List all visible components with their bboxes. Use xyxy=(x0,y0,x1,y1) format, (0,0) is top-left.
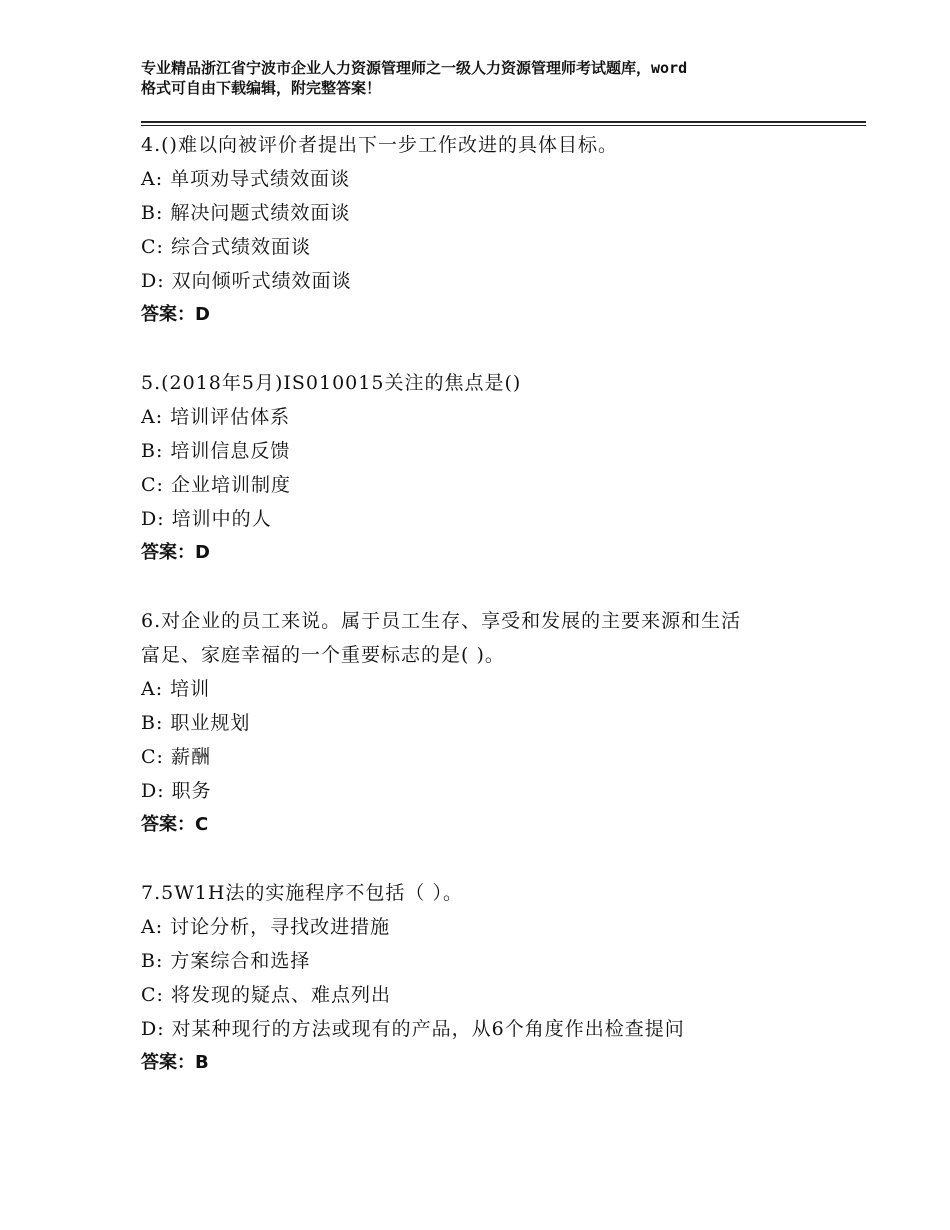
option-b: B: 培训信息反馈 xyxy=(141,440,291,462)
answer-label: 答案：C xyxy=(141,814,209,835)
header-divider-thick xyxy=(141,121,866,123)
question-stem-line-2: 富足、家庭幸福的一个重要标志的是( )。 xyxy=(141,644,505,666)
option-b: B: 职业规划 xyxy=(141,712,251,734)
option-b: B: 解决问题式绩效面谈 xyxy=(141,202,351,224)
answer-label: 答案：D xyxy=(141,304,210,325)
question-stem: 7.5W1H法的实施程序不包括（ ）。 xyxy=(141,882,463,904)
question-spacer xyxy=(141,332,841,366)
option-a: A: 单项劝导式绩效面谈 xyxy=(141,168,351,190)
question-7 xyxy=(141,876,841,1080)
question-6 xyxy=(141,604,841,842)
answer-label: 答案：D xyxy=(141,542,210,563)
option-a: A: 培训评估体系 xyxy=(141,406,291,428)
option-d: D: 双向倾听式绩效面谈 xyxy=(141,270,352,292)
option-c: C: 薪酬 xyxy=(141,746,211,768)
question-4 xyxy=(141,128,841,332)
option-b: B: 方案综合和选择 xyxy=(141,950,311,972)
option-c: C: 将发现的疑点、难点列出 xyxy=(141,984,391,1006)
question-stem: 5.(2018年5月)IS010015关注的焦点是() xyxy=(141,372,522,394)
question-list xyxy=(141,128,841,1080)
question-5 xyxy=(141,366,841,570)
question-stem: 4.()难以向被评价者提出下一步工作改进的具体目标。 xyxy=(141,134,618,156)
document-header xyxy=(141,58,841,98)
question-stem-line-1: 6.对企业的员工来说。属于员工生存、享受和发展的主要来源和生活 xyxy=(141,610,742,632)
header-title-line-1: 专业精品浙江省宁波市企业人力资源管理师之一级人力资源管理师考试题库，word xyxy=(141,59,688,77)
option-a: A: 讨论分析，寻找改进措施 xyxy=(141,916,391,938)
option-a: A: 培训 xyxy=(141,678,211,700)
question-spacer xyxy=(141,842,841,876)
option-c: C: 综合式绩效面谈 xyxy=(141,236,311,258)
answer-label: 答案：B xyxy=(141,1052,209,1073)
header-divider-thin xyxy=(141,125,866,126)
option-d: D: 职务 xyxy=(141,780,212,802)
option-c: C: 企业培训制度 xyxy=(141,474,291,496)
header-title-line-2: 格式可自由下载编辑，附完整答案！ xyxy=(141,79,382,97)
option-d: D: 对某种现行的方法或现有的产品，从6个角度作出检查提问 xyxy=(141,1018,685,1040)
option-d: D: 培训中的人 xyxy=(141,508,272,530)
question-spacer xyxy=(141,570,841,604)
